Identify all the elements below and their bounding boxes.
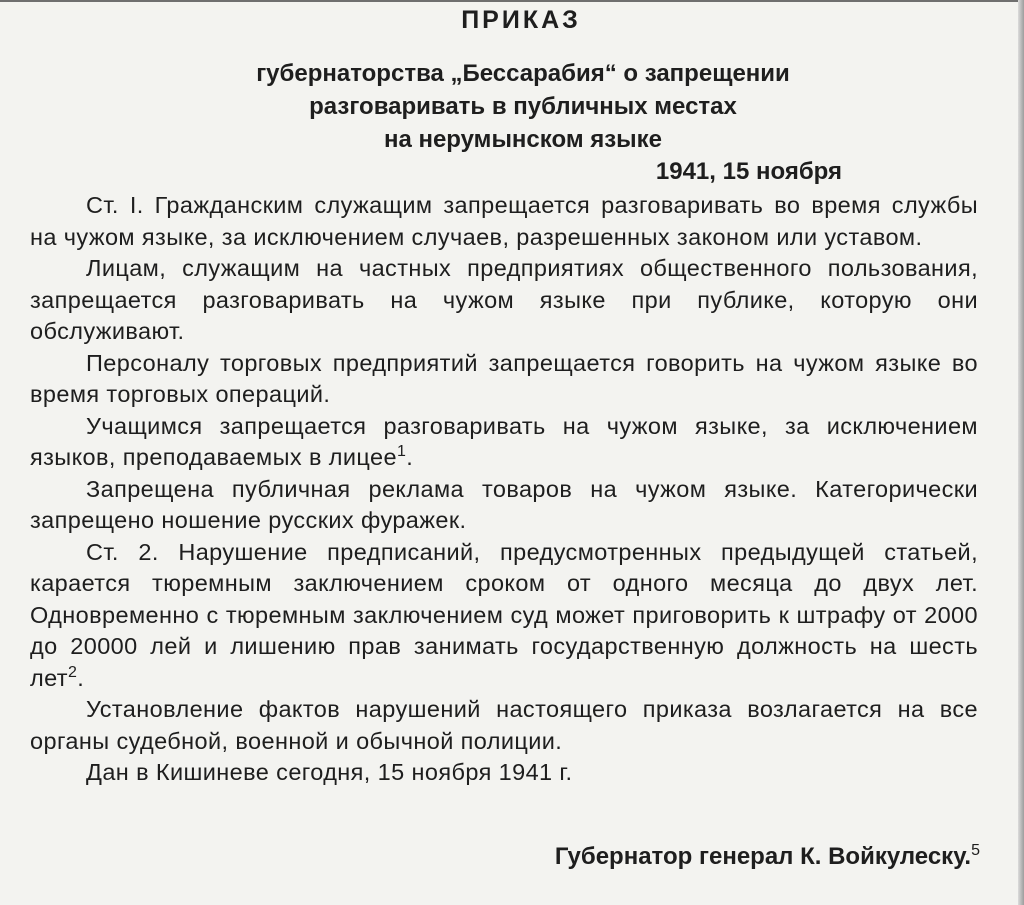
paragraph-students: Учащимся запрещается разговаривать на чужом языке, за исключением языков, преподаваемых в лицее$^1$. bbox=[30, 412, 978, 470]
scan-right-edge bbox=[1018, 0, 1024, 905]
subtitle-line-2: разговаривать в публичных местах bbox=[309, 93, 737, 120]
subtitle-line-3: на нерумынском языке bbox=[383, 126, 663, 153]
footnote-mark: 1 bbox=[396, 443, 407, 460]
document-title: ПРИКАЗ bbox=[461, 6, 581, 34]
paragraph-advertising bbox=[30, 474, 978, 537]
signature-text: Губернатор генерал К. Войкулеску. bbox=[554, 843, 972, 870]
subtitle-line-1: губернаторства „Бессарабия“ о запрещении bbox=[256, 60, 790, 87]
document-page bbox=[30, 0, 980, 905]
paragraph-article-2: Ст. 2. Нарушение предписаний, предусмотренных предыдущей статьей, карается тюремным заключением сроком от одного месяца до двух лет. Одновременно с тюремным заключением суд может приговорить к штрафу от 2000 до 20000 лей и лишению прав занимать государственную должность на шесть лет$^2$. bbox=[30, 538, 978, 691]
footnote-mark: 2 bbox=[67, 663, 78, 681]
paragraph-place-date bbox=[30, 757, 978, 789]
paragraph-article-1 bbox=[30, 190, 978, 253]
paragraph-public-service bbox=[30, 253, 978, 348]
paragraph-text: Запрещена публичная реклама товаров на чужом языке. Категорически запрещено ношение русских фуражек. bbox=[30, 475, 978, 533]
paragraph-text: Установление фактов нарушений настоящего приказа возлагается на все органы судебной, военной и обычной полиции. bbox=[30, 696, 978, 754]
paragraph-enforcement bbox=[30, 694, 978, 757]
paragraph-text: Ст. 2. Нарушение предписаний, предусмотренных предыдущей статьей, карается тюремным заключением сроком от одного месяца до двух лет. Одновременно с тюремным заключением суд может приговорить к штрафу от 2000 до 20000 лей и лишению прав занимать государственную должность на шесть лет bbox=[30, 538, 978, 691]
document-body bbox=[30, 190, 978, 789]
paragraph-text: Лицам, служащим на частных предприятиях общественного пользования, запрещается разговаривать на чужом языке при публике, которую они обслуживают. bbox=[30, 255, 978, 344]
paragraph-trade-staff bbox=[30, 348, 978, 411]
signature bbox=[555, 843, 980, 871]
paragraph-text: Персоналу торговых предприятий запрещается говорить на чужом языке во время торговых операций. bbox=[30, 349, 978, 407]
paragraph-text: Ст. І. Гражданским служащим запрещается разговаривать во время службы на чужом языке, за исключением случаев, разрешенных законом или уставом. bbox=[30, 192, 978, 250]
document-date: 1941, 15 ноября bbox=[655, 158, 842, 185]
paragraph-text: Дан в Кишиневе сегодня, 15 ноября 1941 г. bbox=[86, 759, 573, 785]
footnote-mark: 5 bbox=[971, 842, 980, 859]
paragraph-text: Учащимся запрещается разговаривать на чужом языке, за исключением языков, преподаваемых в лицее bbox=[30, 412, 978, 470]
